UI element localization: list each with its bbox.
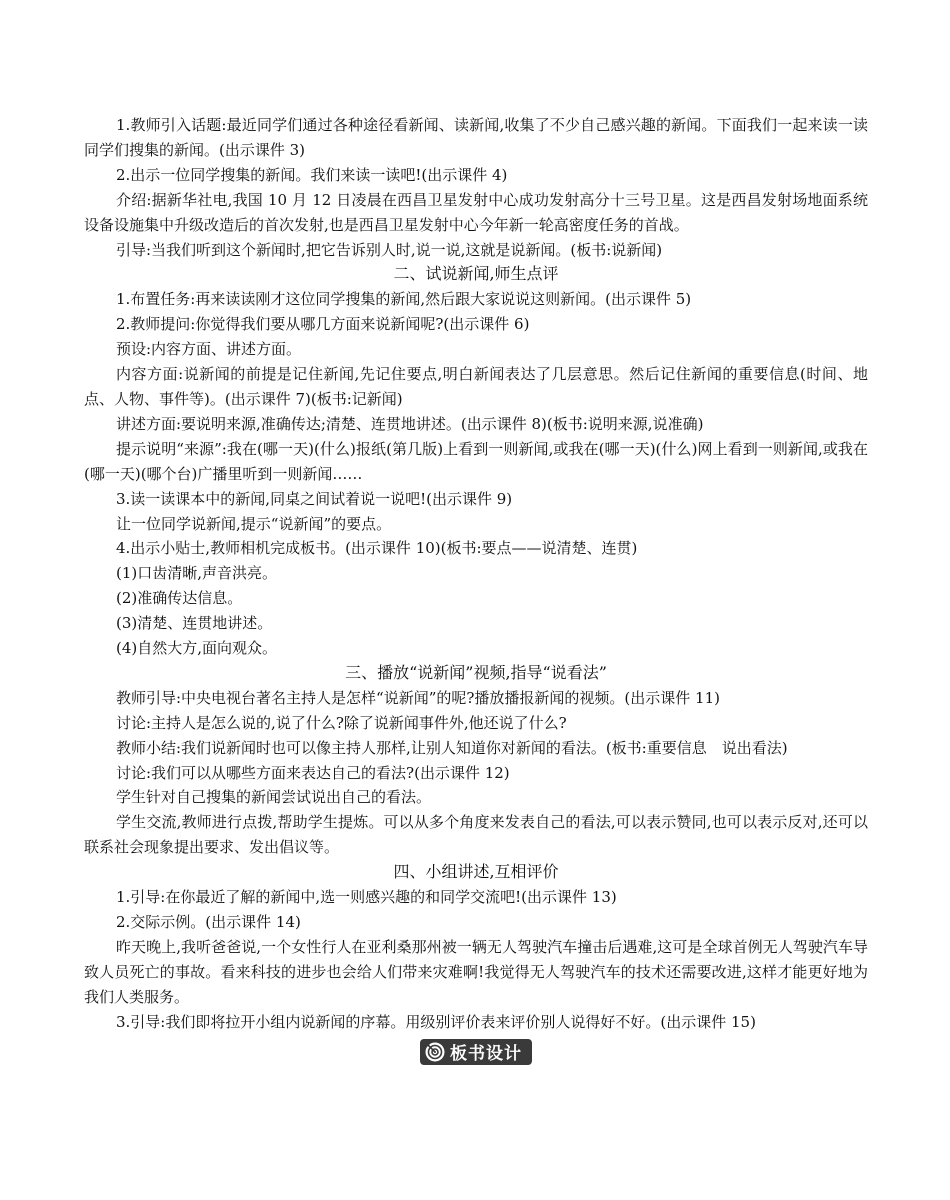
section-4-paragraph: 昨天晚上,我听爸爸说,一个女性行人在亚利桑那州被一辆无人驾驶汽车撞击后遇难,这可是全球首例无人驾驶汽车导致人员死亡的事故。看来科技的进步也会给人们带来灾难啊!我觉得无人驾驶汽车的技术还需要改进,这样才能更好地为我们人类服务。 (84, 937, 868, 1006)
section-2-paragraph: 1.布置任务:再来读读刚才这位同学搜集的新闻,然后跟大家说说这则新闻。(出示课件 5) (116, 290, 692, 309)
section-2-paragraph: 4.出示小贴士,教师相机完成板书。(出示课件 10)(板书:要点——说清楚、连贯) (116, 539, 638, 558)
section-4-paragraph: 2.交际示例。(出示课件 14) (116, 913, 301, 931)
intro-paragraph-1: 1.教师引入话题:最近同学们通过各种途径看新闻、读新闻,收集了不少自己感兴趣的新闻。下面我们一起来读一读同学们搜集的新闻。(出示课件 3) (84, 116, 868, 159)
section-4-paragraph: 3.引导:我们即将拉开小组内说新闻的序幕。用级别评价表来评价别人说得好不好。(出示课件 15) (116, 1012, 756, 1031)
lesson-document (84, 113, 868, 1067)
section-3-paragraph: 教师小结:我们说新闻时也可以像主持人那样,让别人知道你对新闻的看法。(板书:重要信息 说出看法) (116, 738, 788, 757)
intro-paragraph-4: 引导:当我们听到这个新闻时,把它告诉别人时,说一说,这就是说新闻。(板书:说新闻) (116, 240, 663, 259)
intro-paragraph-2: 2.出示一位同学搜集的新闻。我们来读一读吧!(出示课件 4) (116, 165, 508, 184)
section-2-paragraph: 让一位同学说新闻,提示“说新闻”的要点。 (116, 514, 392, 533)
section-3-paragraph: 讨论:我们可以从哪些方面来表达自己的看法?(出示课件 12) (116, 763, 510, 782)
section-3-paragraph: 学生针对自己搜集的新闻尝试说出自己的看法。 (116, 788, 432, 807)
section-4-paragraph: 1.引导:在你最近了解的新闻中,选一则感兴趣的和同学交流吧!(出示课件 13) (116, 888, 617, 907)
section-3-paragraph: 教师引导:中央电视台著名主持人是怎样“说新闻”的呢?播放播报新闻的视频。(出示课件 11) (116, 688, 720, 707)
section-3-heading: 三、播放“说新闻”视频,指导“说看法” (345, 662, 607, 682)
section-2-paragraph: 讲述方面:要说明来源,准确传达;清楚、连贯地讲述。(出示课件 8)(板书:说明来源,说准确) (116, 414, 704, 433)
board-design-label: 板书设计 (450, 1044, 522, 1065)
target-icon (424, 1041, 446, 1063)
section-2-paragraph: 提示说明“来源”:我在(哪一天)(什么)报纸(第几版)上看到一则新闻,或我在(哪一天)(什么)网上看到一则新闻,或我在(哪一天)(哪个台)广播里听到一则新闻…… (84, 439, 868, 483)
section-2-heading: 二、试说新闻,师生点评 (393, 264, 559, 284)
tip-item: (2)准确传达信息。 (116, 589, 243, 608)
tip-item: (4)自然大方,面向观众。 (116, 639, 278, 658)
board-design-badge (420, 1039, 532, 1065)
section-2-paragraph: 3.读一读课本中的新闻,同桌之间试着说一说吧!(出示课件 9) (116, 489, 513, 508)
tip-item: (1)口齿清晰,声音洪亮。 (116, 564, 278, 583)
section-2-paragraph: 2.教师提问:你觉得我们要从哪几方面来说新闻呢?(出示课件 6) (116, 315, 530, 334)
section-4-heading: 四、小组讲述,互相评价 (393, 862, 559, 882)
section-2-paragraph: 内容方面:说新闻的前提是记住新闻,先记住要点,明白新闻表达了几层意思。然后记住新闻的重要信息(时间、地点、人物、事件等)。(出示课件 7)(板书:记新闻) (84, 365, 868, 408)
board-design-badge-wrap (84, 1039, 868, 1067)
intro-paragraph-3: 介绍:据新华社电,我国 10 月 12 日凌晨在西昌卫星发射中心成功发射高分十三号卫星。这是西昌发射场地面系统设备设施集中升级改造后的首次发射,也是西昌卫星发射中心今年新一轮高密度任务的首战。 (84, 190, 868, 234)
tip-item: (3)清楚、连贯地讲述。 (116, 614, 273, 633)
section-3-paragraph: 学生交流,教师进行点拨,帮助学生提炼。可以从多个角度来发表自己的看法,可以表示赞同,也可以表示反对,还可以联系社会现象提出要求、发出倡议等。 (84, 813, 868, 857)
section-3-paragraph: 讨论:主持人是怎么说的,说了什么?除了说新闻事件外,他还说了什么? (116, 713, 567, 732)
section-2-paragraph: 预设:内容方面、讲述方面。 (116, 340, 302, 359)
